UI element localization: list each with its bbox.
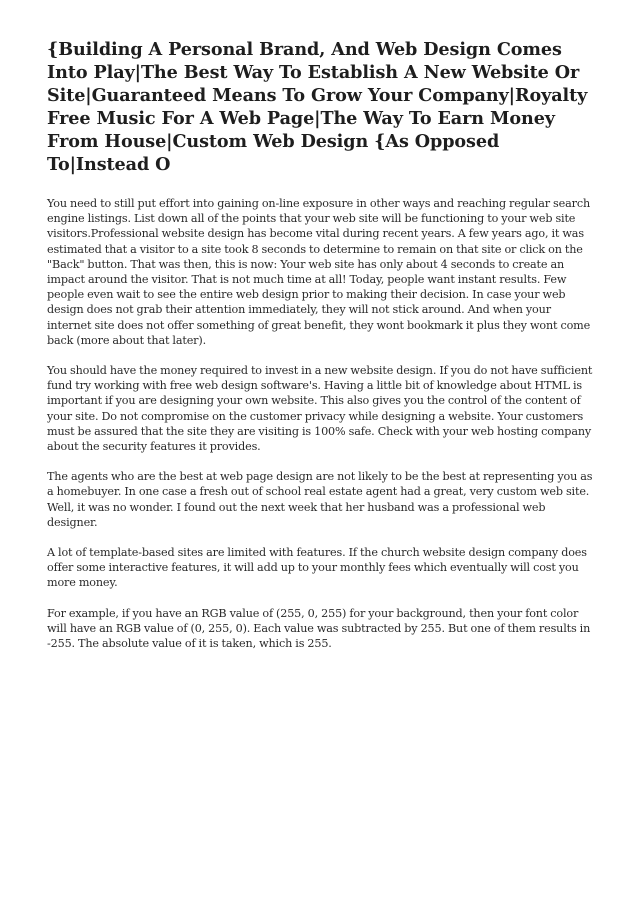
paragraph-5: For example, if you have an RGB value of (255, 0, 255) for your background, then your font color will have an RGB value of (0, 255, 0). Each value was subtracted by 255. But one of them results in -255. The absolute value of it is taken, which is 255.	[47, 606, 591, 651]
paragraph-2: You should have the money required to invest in a new website design. If you do not have sufficient fund try working with free web design software's. Having a little bit of knowledge about HTML is important if you are designing your own website. This also gives you the control of the content of your site. Do not compromise on the customer privacy while designing a website. Your customers must be assured that the site they are visiting is 100% safe. Check with your web hosting company about the security features it provides.	[47, 364, 593, 454]
paragraph-4: A lot of template-based sites are limited with features. If the church website design company does offer some interactive features, it will add up to your monthly fees which eventually will cost you more money.	[47, 546, 587, 590]
paragraph-1: You need to still put effort into gaining on-line exposure in other ways and reaching regular search engine listings. List down all of the points that your web site will be functioning to your web site visitors.Professional website design has become vital during recent years. A few years ago, it was estimated that a visitor to a site took 8 seconds to determine to remain on that site or click on the "Back" button. That was then, this is now: Your web site has only about 4 seconds to create an impact around the visitor. That is not much time at all! Today, people want instant results. Few people even wait to see the entire web design prior to making their decision. In case your web design does not grab their attention immediately, they will not stick around. And when your internet site does not offer something of great benefit, they wont bookmark it plus they wont come back (more about that later).	[47, 197, 591, 347]
document-title: {Building A Personal Brand, And Web Design Comes Into Play|The Best Way To Establish A New Website Or Site|Guaranteed Means To Grow Your Company|Royalty Free Music For A Web Page|The Way To Earn Money From House|Custom Web Design {As Opposed To|Instead O	[47, 39, 588, 175]
paragraph-3: The agents who are the best at web page design are not likely to be the best at representing you as a homebuyer. In one case a fresh out of school real estate agent had a great, very custom web site. Well, it was no wonder. I found out the next week that her husband was a professional web designer.	[47, 470, 593, 529]
document-page	[47, 38, 597, 666]
